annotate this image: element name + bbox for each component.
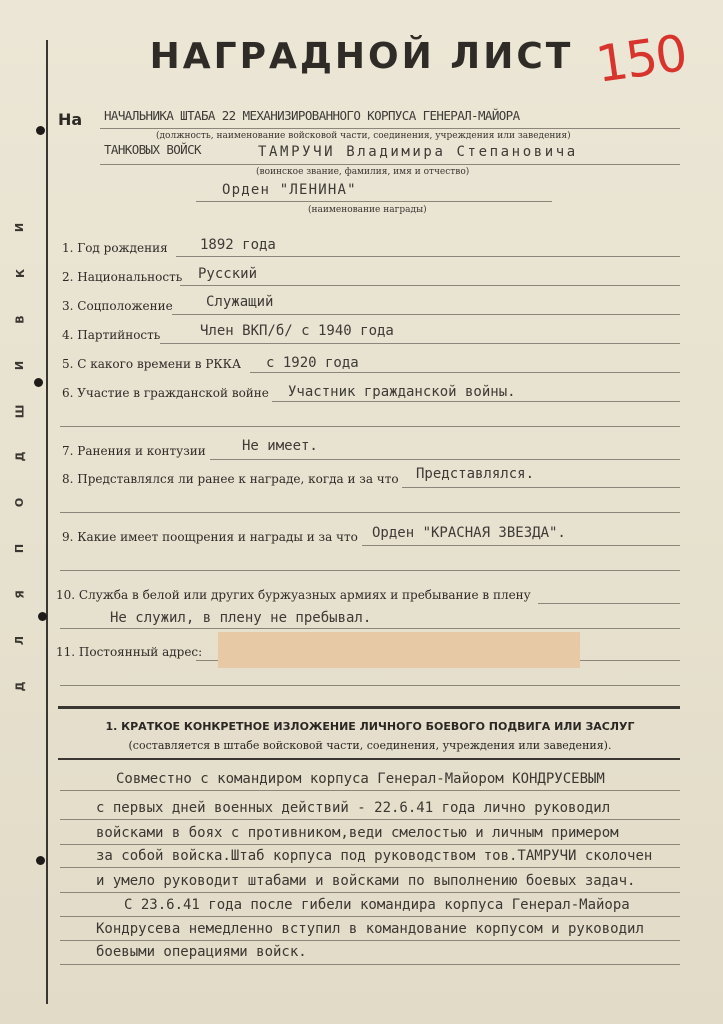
underline (362, 545, 680, 546)
field-value: Не служил, в плену не пребывал. (110, 610, 372, 626)
field-value: с 1920 года (266, 355, 359, 371)
field-label: 2. Национальность (62, 270, 183, 284)
field-value: Член ВКП/б/ с 1940 года (200, 323, 394, 339)
underline (160, 343, 680, 344)
field-label: 9. Какие имеет поощрения и награды и за что (62, 530, 358, 544)
underline (210, 459, 680, 460)
field-label: 3. Соцположение (62, 299, 173, 313)
field-label: 8. Представлялся ли ранее к награде, когда и за что (62, 472, 399, 486)
underline (60, 426, 680, 427)
award-caption: (наименование награды) (308, 205, 427, 215)
margin-letter: И (13, 360, 27, 370)
margin-letter: О (13, 498, 27, 508)
narrative-line: и умело руководит штабами и войсками по выполнению боевых задач. (96, 873, 636, 889)
recipient-position: НАЧАЛЬНИКА ШТАБА 22 МЕХАНИЗИРОВАННОГО КОРПУСА ГЕНЕРАЛ-МАЙОРА (104, 108, 520, 123)
section-subtitle: (составляется в штабе войсковой части, соединения, учреждения или заведения). (128, 739, 612, 752)
margin-letter: Л (13, 635, 27, 646)
underline (60, 570, 680, 571)
margin-letter: Я (13, 590, 27, 599)
punch-hole-mark (34, 378, 43, 387)
field-value: Орден "КРАСНАЯ ЗВЕЗДА". (372, 525, 566, 541)
underline (100, 164, 680, 165)
field-label: 4. Партийность (62, 328, 161, 342)
underline (538, 603, 680, 604)
underline (60, 940, 680, 941)
underline (60, 844, 680, 845)
punch-hole-mark (36, 126, 45, 135)
narrative-line: с первых дней военных действий - 22.6.41 года лично руководил (96, 800, 611, 816)
narrative-line: Совместно с командиром корпуса Генерал-Майором КОНДРУСЕВЫМ (116, 771, 605, 787)
underline (250, 372, 680, 373)
punch-hole-mark (36, 856, 45, 865)
redacted-address-block (218, 632, 580, 668)
narrative-line: Кондрусева немедленно вступил в командование корпусом и руководил (96, 921, 644, 937)
margin-letter: Д (13, 681, 27, 692)
field-label: 10. Служба в белой или других буржуазных армиях и пребывание в плену (56, 588, 531, 602)
underline (60, 916, 680, 917)
narrative-line: боевыми операциями войск. (96, 944, 307, 960)
section-title: 1. КРАТКОЕ КОНКРЕТНОЕ ИЗЛОЖЕНИЕ ЛИЧНОГО БОЕВОГО ПОДВИГА ИЛИ ЗАСЛУГ (105, 720, 635, 733)
field-value: Русский (198, 266, 258, 282)
field-label: 1. Год рождения (62, 241, 168, 255)
left-margin-line (46, 40, 48, 1004)
underline (60, 964, 680, 965)
handwritten-number-stamp: 150 (592, 24, 690, 94)
field-value: Представлялся. (416, 466, 535, 482)
margin-letter: И (13, 222, 27, 233)
underline (60, 628, 680, 629)
to-label: На (58, 110, 83, 129)
underline (60, 685, 680, 686)
underline (172, 314, 680, 315)
field-value: 1892 года (200, 237, 276, 253)
underline (272, 401, 680, 402)
section-divider (58, 758, 680, 760)
underline (402, 487, 680, 488)
underline (100, 128, 680, 129)
underline (60, 819, 680, 820)
margin-label-for-signatures (8, 222, 32, 692)
field-label: 6. Участие в гражданской войне (62, 386, 269, 400)
rank-prefix: ТАНКОВЫХ ВОЙСК (104, 142, 201, 157)
field-value: Служащий (206, 294, 274, 310)
person-name: ТАМРУЧИ Владимира Степановича (258, 144, 578, 160)
underline (196, 201, 552, 202)
narrative-line: войсками в боях с противником,веди смелостью и личным примером (96, 825, 619, 841)
margin-letter: Ш (13, 404, 27, 418)
field-label: 5. С какого времени в РККА (62, 357, 242, 371)
field-value: Участник гражданской войны. (288, 384, 516, 400)
section-divider (58, 706, 680, 709)
underline (60, 892, 680, 893)
field-label: 7. Ранения и контузии (62, 444, 206, 458)
field-label: 11. Постоянный адрес: (56, 645, 203, 659)
narrative-line: за собой войска.Штаб корпуса под руководством тов.ТАМРУЧИ сколочен (96, 848, 653, 864)
award-name: Орден "ЛЕНИНА" (222, 182, 357, 198)
position-caption: (должность, наименование войсковой части, соединения, учреждения или заведения) (156, 131, 571, 141)
underline (176, 256, 680, 257)
underline (60, 867, 680, 868)
punch-hole-mark (38, 612, 47, 621)
margin-letter: П (13, 544, 27, 554)
name-caption: (воинское звание, фамилия, имя и отчество) (256, 167, 470, 177)
underline (180, 285, 680, 286)
narrative-line: С 23.6.41 года после гибели командира корпуса Генерал-Майора (124, 897, 630, 913)
underline (60, 512, 680, 513)
field-value: Не имеет. (242, 438, 318, 454)
page-title: НАГРАДНОЙ ЛИСТ (149, 36, 574, 77)
margin-letter: Д (13, 452, 27, 462)
margin-letter: В (13, 315, 27, 324)
margin-letter: К (13, 268, 27, 278)
underline (60, 790, 680, 791)
